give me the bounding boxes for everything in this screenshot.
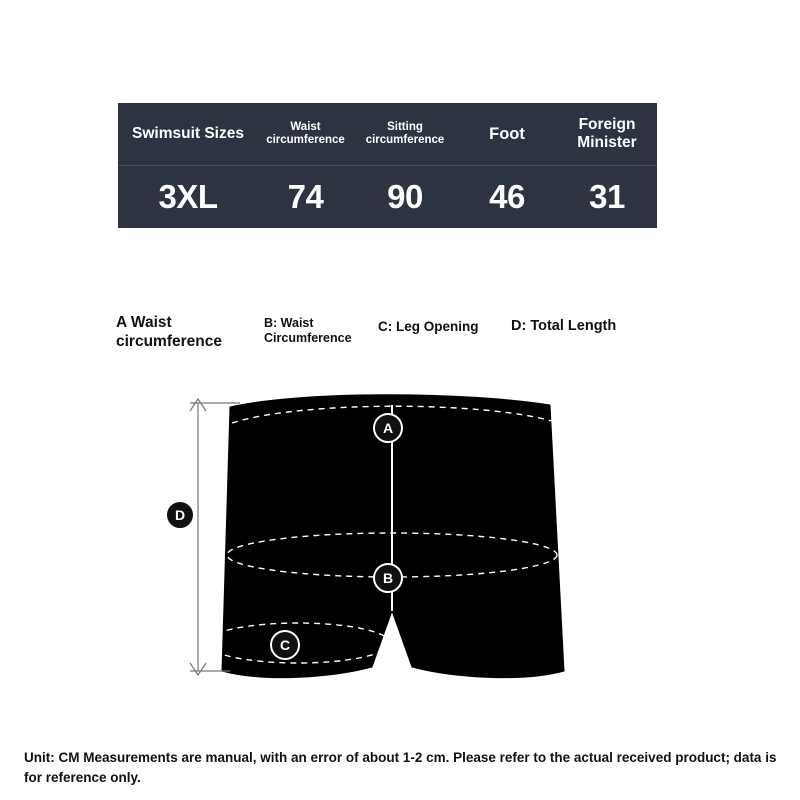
table-header-label: Foreign Minister [577, 116, 637, 151]
measurement-legend [116, 312, 676, 360]
legend-item-d: D: Total Length [511, 318, 617, 334]
table-header-label: Waist circumference [266, 120, 345, 146]
table-cell-size [118, 178, 258, 216]
table-header-cell-foot [457, 125, 557, 144]
swimsuit-measurement-diagram [120, 375, 680, 715]
table-cell-value: 46 [489, 178, 525, 215]
table-cell-foreign-minister [557, 178, 657, 216]
table-row [118, 166, 657, 228]
table-cell-value: 3XL [158, 178, 218, 215]
marker-label-b: B [382, 570, 394, 586]
legend-item-c: C: Leg Opening [378, 319, 479, 334]
table-cell-foot [457, 178, 557, 216]
table-cell-value: 90 [387, 178, 423, 215]
table-header-label: Foot [489, 124, 525, 143]
marker-label-d: D [174, 507, 186, 523]
legend-item-b: B: Waist Circumference [264, 316, 352, 345]
measurement-footnote: Unit: CM Measurements are manual, with an error of about 1-2 cm. Please refer to the actual received product; data is for reference only. [24, 750, 777, 785]
marker-label-c: C [279, 637, 291, 653]
size-chart-table [118, 103, 657, 228]
table-cell-sitting [353, 178, 457, 216]
table-header-cell-sitting [353, 121, 457, 147]
table-cell-value: 31 [589, 178, 625, 215]
table-cell-value: 74 [287, 178, 324, 215]
table-header-cell-waist [258, 121, 353, 147]
table-header-cell-size [118, 125, 258, 143]
marker-label-a: A [382, 420, 394, 436]
table-header-cell-foreign-minister [557, 116, 657, 152]
table-header-row [118, 103, 657, 166]
table-header-label: Sitting circumference [365, 120, 445, 146]
table-header-label: Swimsuit Sizes [132, 125, 244, 143]
legend-item-a: A Waist circumference [116, 314, 222, 350]
table-cell-waist [258, 178, 353, 216]
